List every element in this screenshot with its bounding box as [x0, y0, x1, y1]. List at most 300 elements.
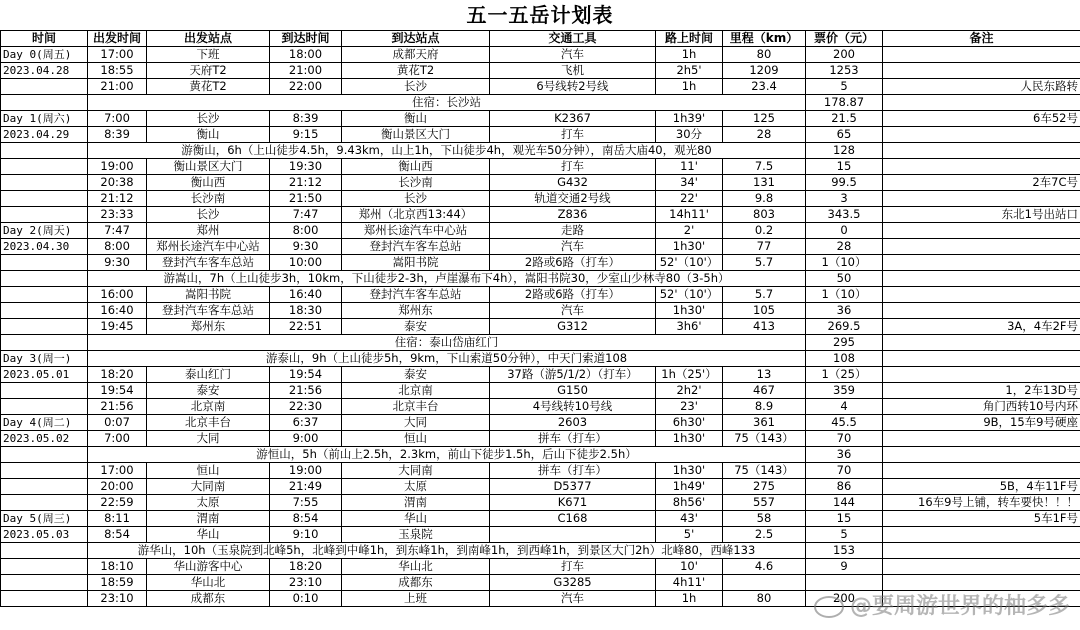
table-cell: 23:10	[270, 575, 342, 591]
table-cell: 18:00	[270, 47, 342, 63]
table-cell: 5.7	[723, 255, 806, 271]
empty-cell	[883, 95, 1080, 111]
table-cell: 长沙南	[147, 191, 270, 207]
table-cell: 黄花T2	[147, 79, 270, 95]
empty-cell	[1, 271, 88, 287]
table-cell: 16:00	[88, 287, 147, 303]
table-cell: 28	[806, 239, 883, 255]
table-cell: 36	[806, 303, 883, 319]
table-cell: 1h30'	[656, 463, 723, 479]
table-cell	[883, 127, 1080, 143]
table-cell: 19:00	[88, 159, 147, 175]
table-cell: 汽车	[490, 591, 656, 607]
table-cell: 557	[723, 495, 806, 511]
table-cell: 长沙	[342, 79, 490, 95]
table-cell: 21:00	[270, 63, 342, 79]
table-cell: 22:00	[270, 79, 342, 95]
table-cell: 4号线转10号线	[490, 399, 656, 415]
table-cell: 登封汽车客车总站	[147, 255, 270, 271]
table-cell: 成都天府	[342, 47, 490, 63]
summary-text: 游衡山，6h（上山徒步4.5h，9.43km，山上1h，下山徒步4h，观光车50分钟），南岳大庙40，观光80	[88, 143, 806, 159]
table-cell: 19:54	[88, 383, 147, 399]
table-cell: 23:10	[88, 591, 147, 607]
table-cell: 6h30'	[656, 415, 723, 431]
column-header: 到达时间	[270, 31, 342, 47]
table-cell	[1, 303, 88, 319]
table-row	[1, 207, 1080, 223]
table-cell: 16:40	[88, 303, 147, 319]
table-cell: 2路或6路（打车）	[490, 255, 656, 271]
table-cell: 2023.05.03	[1, 527, 88, 543]
table-cell: 登封汽车客车总站	[342, 287, 490, 303]
table-cell: 拼车（打车）	[490, 463, 656, 479]
table-cell: 16车9号上铺，转车要快！！！	[883, 495, 1080, 511]
table-cell: 长沙	[147, 207, 270, 223]
table-row	[1, 415, 1080, 431]
column-header: 票价（元）	[806, 31, 883, 47]
table-cell: 3h6'	[656, 319, 723, 335]
table-cell: 9:00	[270, 431, 342, 447]
summary-text: 住宿：泰山岱庙红门	[88, 335, 806, 351]
table-cell: 太原	[342, 479, 490, 495]
table-cell: 2603	[490, 415, 656, 431]
summary-price: 50	[806, 271, 883, 287]
column-header: 备注	[883, 31, 1080, 47]
table-cell: 郑州东	[342, 303, 490, 319]
table-cell: 华山	[342, 511, 490, 527]
table-cell: 6:37	[270, 415, 342, 431]
table-cell	[1, 495, 88, 511]
table-cell: 下班	[147, 47, 270, 63]
table-cell: 80	[723, 47, 806, 63]
table-cell: 华山北	[147, 575, 270, 591]
table-cell: 21:56	[88, 399, 147, 415]
table-cell: 11'	[656, 159, 723, 175]
table-cell: 200	[806, 591, 883, 607]
watermark-text: @要周游世界的柚多多	[849, 594, 1070, 619]
table-cell: 天府T2	[147, 63, 270, 79]
table-cell: 144	[806, 495, 883, 511]
table-cell: 汽车	[490, 303, 656, 319]
summary-price: 36	[806, 447, 883, 463]
table-cell: 9:10	[270, 527, 342, 543]
table-cell: Day 1(周六)	[1, 111, 88, 127]
table-cell	[1, 559, 88, 575]
table-cell	[1, 287, 88, 303]
table-row	[1, 431, 1080, 447]
column-header: 交通工具	[490, 31, 656, 47]
table-cell: 大同南	[342, 463, 490, 479]
table-cell: 58	[723, 511, 806, 527]
empty-cell	[1, 143, 88, 159]
table-cell: 9.8	[723, 191, 806, 207]
column-header: 到达站点	[342, 31, 490, 47]
table-cell	[883, 559, 1080, 575]
table-cell: 1h30'	[656, 303, 723, 319]
table-row	[1, 191, 1080, 207]
table-row	[1, 383, 1080, 399]
table-cell	[883, 367, 1080, 383]
table-row	[1, 527, 1080, 543]
table-cell: 0:10	[270, 591, 342, 607]
table-cell: 长沙南	[342, 175, 490, 191]
table-cell: 华山	[147, 527, 270, 543]
table-cell: 长沙	[147, 111, 270, 127]
table-cell: 1（10）	[806, 287, 883, 303]
table-row	[1, 495, 1080, 511]
table-cell: 大同南	[147, 479, 270, 495]
table-cell: 23'	[656, 399, 723, 415]
summary-row	[1, 95, 1080, 111]
table-cell: 1h（25'）	[656, 367, 723, 383]
table-cell: 8:00	[270, 223, 342, 239]
table-cell: 7:55	[270, 495, 342, 511]
table-cell: 7:47	[88, 223, 147, 239]
table-cell: 65	[806, 127, 883, 143]
table-cell: 轨道交通2号线	[490, 191, 656, 207]
table-cell: 45.5	[806, 415, 883, 431]
table-cell: 角门西转10号内环	[883, 399, 1080, 415]
table-cell	[723, 575, 806, 591]
table-cell: 105	[723, 303, 806, 319]
table-cell: 99.5	[806, 175, 883, 191]
watermark	[814, 589, 1070, 620]
table-cell: 登封汽车客车总站	[147, 303, 270, 319]
table-cell: 泰安	[147, 383, 270, 399]
table-cell: 2023.05.02	[1, 431, 88, 447]
table-cell	[883, 463, 1080, 479]
table-cell: 泰安	[342, 319, 490, 335]
table-cell: 23.4	[723, 79, 806, 95]
table-cell: 1h49'	[656, 479, 723, 495]
table-cell: Z836	[490, 207, 656, 223]
table-cell: Day 5(周三)	[1, 511, 88, 527]
table-cell	[883, 239, 1080, 255]
table-cell: 80	[723, 591, 806, 607]
table-row	[1, 367, 1080, 383]
table-cell: 2023.05.01	[1, 367, 88, 383]
table-cell: 10'	[656, 559, 723, 575]
table-cell: 大同	[147, 431, 270, 447]
table-row	[1, 127, 1080, 143]
table-cell: 5车1F号	[883, 511, 1080, 527]
table-row	[1, 319, 1080, 335]
weibo-logo-icon	[814, 596, 844, 618]
table-cell	[1, 463, 88, 479]
table-cell: 70	[806, 431, 883, 447]
table-cell: 1h	[656, 47, 723, 63]
table-cell: 21:50	[270, 191, 342, 207]
empty-cell	[1, 335, 88, 351]
table-cell: 1（10）	[806, 255, 883, 271]
summary-row	[1, 543, 1080, 559]
table-cell: 5	[806, 79, 883, 95]
table-cell: 打车	[490, 559, 656, 575]
table-cell: 衡山	[342, 111, 490, 127]
table-cell: 5'	[656, 527, 723, 543]
table-cell: 8:11	[88, 511, 147, 527]
table-cell: 18:20	[270, 559, 342, 575]
table-cell: 3	[806, 191, 883, 207]
table-cell: 21:12	[88, 191, 147, 207]
table-cell: 衡山	[147, 127, 270, 143]
table-cell: 2h2'	[656, 383, 723, 399]
schedule-table	[0, 30, 1080, 607]
summary-row	[1, 447, 1080, 463]
table-row	[1, 559, 1080, 575]
table-cell: 4h11'	[656, 575, 723, 591]
table-row	[1, 511, 1080, 527]
table-cell: 4	[806, 399, 883, 415]
table-cell: 8:39	[88, 127, 147, 143]
table-cell: 21:56	[270, 383, 342, 399]
table-cell	[1, 159, 88, 175]
summary-price: 153	[806, 543, 883, 559]
table-cell: 汽车	[490, 47, 656, 63]
table-cell: 衡山景区大门	[147, 159, 270, 175]
table-cell	[1, 479, 88, 495]
table-cell: 18:10	[88, 559, 147, 575]
table-cell: 3A，4车2F号	[883, 319, 1080, 335]
table-cell: 21:12	[270, 175, 342, 191]
table-row	[1, 79, 1080, 95]
table-cell: 北京南	[342, 383, 490, 399]
table-cell: 22:59	[88, 495, 147, 511]
table-row	[1, 255, 1080, 271]
table-cell: 19:54	[270, 367, 342, 383]
table-cell: 20:38	[88, 175, 147, 191]
summary-price: 128	[806, 143, 883, 159]
table-cell: 1h	[656, 591, 723, 607]
table-cell: 8:00	[88, 239, 147, 255]
table-cell: 75（143）	[723, 431, 806, 447]
table-cell	[883, 47, 1080, 63]
header-row	[1, 31, 1080, 47]
table-cell: 18:59	[88, 575, 147, 591]
table-cell: G150	[490, 383, 656, 399]
table-cell: 2.5	[723, 527, 806, 543]
table-cell: 75（143）	[723, 463, 806, 479]
summary-text: 游华山，10h（玉泉院到北峰5h，北峰到中峰1h，到东峰1h，到南峰1h，到西峰1h，到景区大门2h）北峰80，西峰133	[88, 543, 806, 559]
column-header: 出发站点	[147, 31, 270, 47]
table-cell: 70	[806, 463, 883, 479]
table-cell	[883, 431, 1080, 447]
table-cell: 19:45	[88, 319, 147, 335]
table-cell: 郑州	[147, 223, 270, 239]
table-cell: 5.7	[723, 287, 806, 303]
table-cell: 2h5'	[656, 63, 723, 79]
summary-row	[1, 335, 1080, 351]
table-cell: 华山游客中心	[147, 559, 270, 575]
table-row	[1, 287, 1080, 303]
table-row	[1, 239, 1080, 255]
table-cell: 13	[723, 367, 806, 383]
summary-price: 108	[806, 351, 883, 367]
column-header: 出发时间	[88, 31, 147, 47]
table-cell	[1, 175, 88, 191]
table-cell: 18:55	[88, 63, 147, 79]
table-cell: 8:39	[270, 111, 342, 127]
table-body	[1, 47, 1080, 607]
table-cell: 太原	[147, 495, 270, 511]
table-cell: 北京南	[147, 399, 270, 415]
table-cell: 7:00	[88, 111, 147, 127]
table-cell: 衡山西	[342, 159, 490, 175]
empty-cell	[883, 543, 1080, 559]
table-cell	[490, 527, 656, 543]
table-cell: 200	[806, 47, 883, 63]
table-cell: 1h30'	[656, 431, 723, 447]
empty-cell	[1, 543, 88, 559]
table-cell: 登封汽车客车总站	[342, 239, 490, 255]
table-cell: 拼车（打车）	[490, 431, 656, 447]
table-cell: 86	[806, 479, 883, 495]
table-cell: 走路	[490, 223, 656, 239]
table-cell: 恒山	[147, 463, 270, 479]
table-cell: 7.5	[723, 159, 806, 175]
table-cell: 泰山红门	[147, 367, 270, 383]
table-cell: 8:54	[270, 511, 342, 527]
table-cell: 20:00	[88, 479, 147, 495]
table-cell: Day 2(周天)	[1, 223, 88, 239]
table-cell: 52'（10'）	[656, 287, 723, 303]
table-cell: 飞机	[490, 63, 656, 79]
table-cell: 0	[806, 223, 883, 239]
summary-price: 295	[806, 335, 883, 351]
table-cell: 17:00	[88, 47, 147, 63]
column-header: 时间	[1, 31, 88, 47]
empty-cell	[883, 271, 1080, 287]
table-cell: 269.5	[806, 319, 883, 335]
empty-cell	[883, 447, 1080, 463]
column-header: 里程（km）	[723, 31, 806, 47]
table-cell: 275	[723, 479, 806, 495]
summary-text: 游嵩山，7h（上山徒步3h，10km，下山徒步2-3h，卢崖瀑布下4h），嵩阳书院30，少室山少林寺80（3-5h）	[88, 271, 806, 287]
table-cell: 8h56'	[656, 495, 723, 511]
table-cell: 7:00	[88, 431, 147, 447]
table-cell: 郑州东	[147, 319, 270, 335]
summary-text: 住宿：长沙站	[88, 95, 806, 111]
table-cell: 19:00	[270, 463, 342, 479]
table-row	[1, 47, 1080, 63]
table-cell: 9:15	[270, 127, 342, 143]
table-cell: 359	[806, 383, 883, 399]
table-cell: 8:54	[88, 527, 147, 543]
table-cell: G432	[490, 175, 656, 191]
table-cell: Day 0(周五)	[1, 47, 88, 63]
table-cell: 郑州（北京西13:44）	[342, 207, 490, 223]
table-cell: 2023.04.30	[1, 239, 88, 255]
table-cell: 5B，4车11F号	[883, 479, 1080, 495]
empty-cell	[1, 95, 88, 111]
empty-cell	[883, 143, 1080, 159]
table-cell: 2023.04.29	[1, 127, 88, 143]
table-cell: 467	[723, 383, 806, 399]
table-cell: 长沙	[342, 191, 490, 207]
table-cell: 0:07	[88, 415, 147, 431]
table-cell	[883, 255, 1080, 271]
table-row	[1, 463, 1080, 479]
empty-cell	[883, 335, 1080, 351]
table-cell: 52'（10'）	[656, 255, 723, 271]
empty-cell	[1, 447, 88, 463]
table-row	[1, 223, 1080, 239]
table-cell: 渭南	[147, 511, 270, 527]
table-cell: 2'	[656, 223, 723, 239]
table-cell: 1209	[723, 63, 806, 79]
table-cell	[883, 303, 1080, 319]
table-cell: 361	[723, 415, 806, 431]
table-cell: 汽车	[490, 239, 656, 255]
table-cell: 343.5	[806, 207, 883, 223]
table-cell: 2车7C号	[883, 175, 1080, 191]
table-cell: C168	[490, 511, 656, 527]
table-cell: 17:00	[88, 463, 147, 479]
table-cell	[1, 319, 88, 335]
table-cell: 华山北	[342, 559, 490, 575]
summary-row	[1, 271, 1080, 287]
table-cell: 22:51	[270, 319, 342, 335]
table-cell: 1h39'	[656, 111, 723, 127]
table-cell: 8.9	[723, 399, 806, 415]
table-cell: 19:30	[270, 159, 342, 175]
table-cell: 东北1号出站口	[883, 207, 1080, 223]
table-cell: 77	[723, 239, 806, 255]
table-cell: 北京丰台	[147, 415, 270, 431]
table-cell: 2023.04.28	[1, 63, 88, 79]
column-header: 路上时间	[656, 31, 723, 47]
table-cell: 大同	[342, 415, 490, 431]
table-cell: 21:00	[88, 79, 147, 95]
table-cell: 43'	[656, 511, 723, 527]
table-cell: D5377	[490, 479, 656, 495]
table-cell	[883, 527, 1080, 543]
day-cell: Day 3(周一)	[1, 351, 88, 367]
table-cell: 4.6	[723, 559, 806, 575]
table-cell: 郑州长途汽车中心站	[147, 239, 270, 255]
table-cell: 131	[723, 175, 806, 191]
table-row	[1, 175, 1080, 191]
table-cell: 18:30	[270, 303, 342, 319]
table-cell: 30分	[656, 127, 723, 143]
table-cell	[1, 383, 88, 399]
table-cell: 5	[806, 527, 883, 543]
summary-text: 游泰山，9h（上山徒步5h，9km，下山索道50分钟），中天门索道108	[88, 351, 806, 367]
table-cell: 1h	[656, 79, 723, 95]
summary-row	[1, 351, 1080, 367]
table-cell: 嵩阳书院	[147, 287, 270, 303]
table-cell: 15	[806, 159, 883, 175]
table-cell: G3285	[490, 575, 656, 591]
table-cell: 打车	[490, 159, 656, 175]
table-cell: 1h30'	[656, 239, 723, 255]
table-cell: 9:30	[270, 239, 342, 255]
table-cell	[1, 575, 88, 591]
table-cell: 7:47	[270, 207, 342, 223]
table-cell: 1253	[806, 63, 883, 79]
table-cell	[1, 207, 88, 223]
table-cell: 郑州长途汽车中心站	[342, 223, 490, 239]
table-row	[1, 479, 1080, 495]
table-cell: 22'	[656, 191, 723, 207]
table-cell: 413	[723, 319, 806, 335]
table-cell: 玉泉院	[342, 527, 490, 543]
table-cell: 9:30	[88, 255, 147, 271]
table-row	[1, 399, 1080, 415]
table-cell: 嵩阳书院	[342, 255, 490, 271]
summary-row	[1, 143, 1080, 159]
table-cell: 21:49	[270, 479, 342, 495]
